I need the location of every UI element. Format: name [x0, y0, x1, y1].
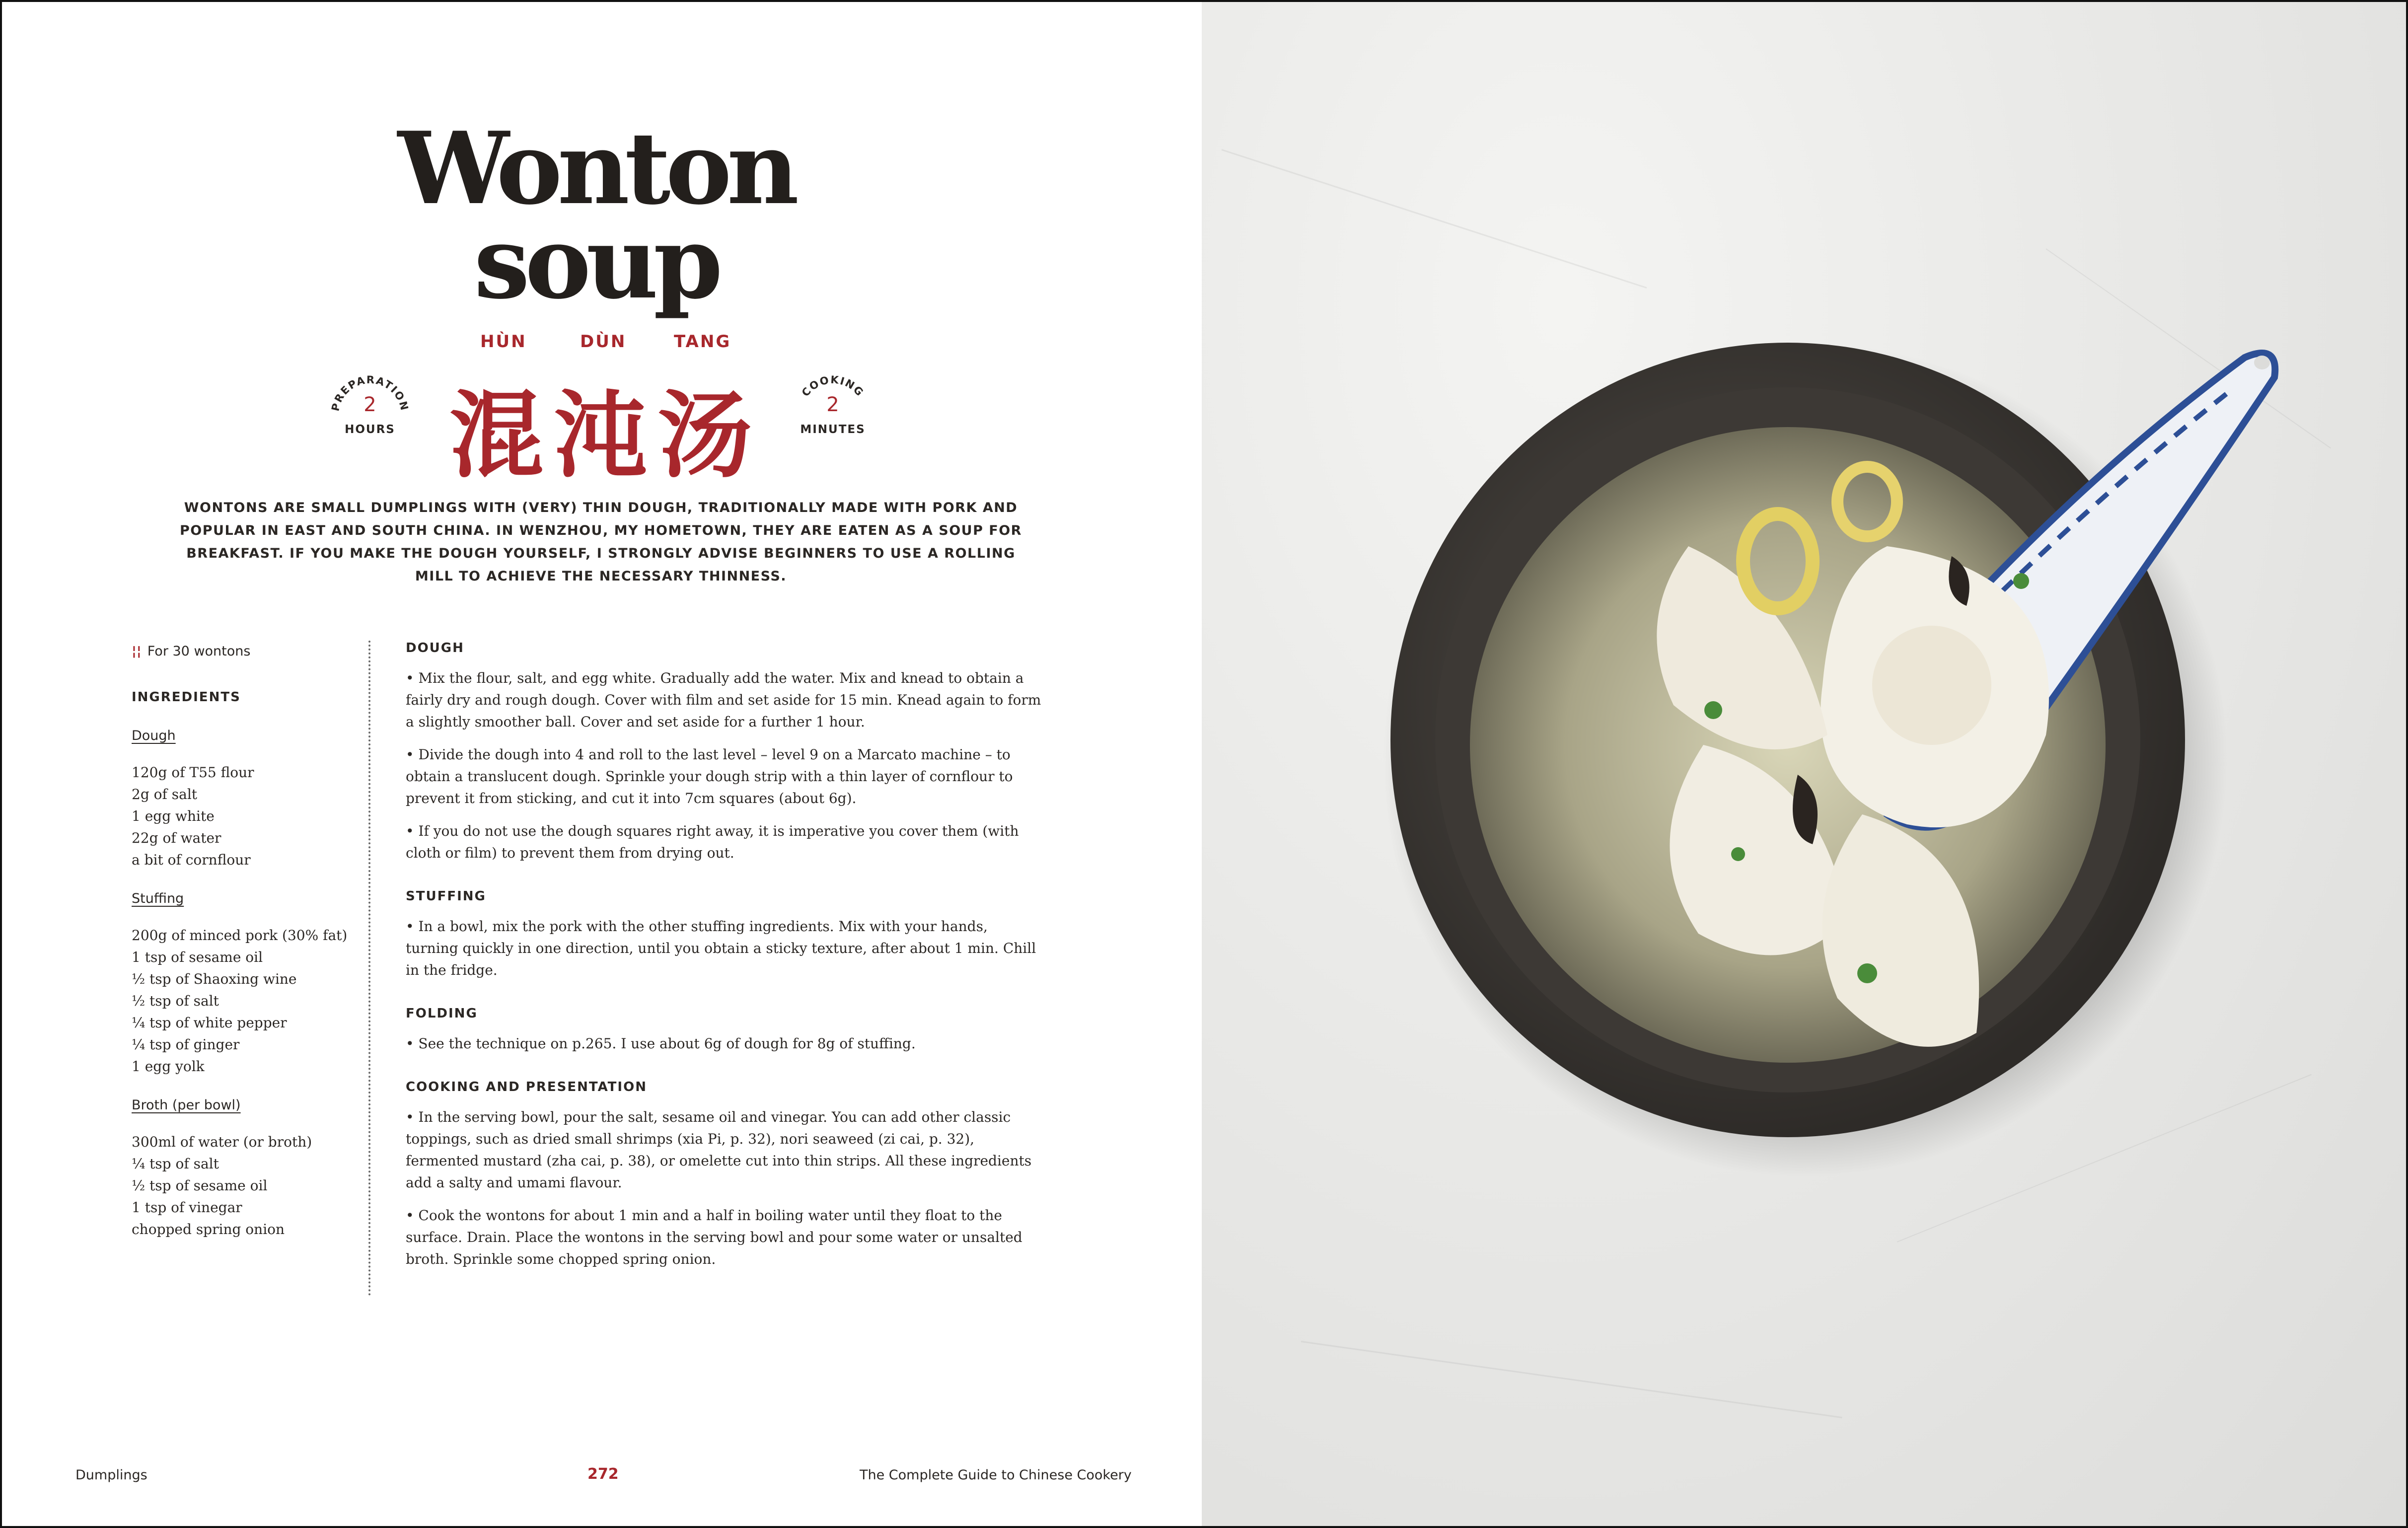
servings — [132, 641, 360, 662]
chinese-title: 混沌汤 — [449, 381, 763, 491]
food-photo — [1202, 0, 2408, 1528]
method-step: • Divide the dough into 4 and roll to the last level – level 9 on a Marcato machine – to obtain a translucent dough. Sprinkle your dough strip with a thin layer of cornflour to prevent it from sticking, and cut it into 7cm squares (about 6g). — [406, 746, 1013, 806]
cooking-unit: MINUTES — [800, 423, 866, 436]
method-step: • If you do not use the dough squares right away, it is imperative you cover them (with cloth or film) to prevent them from drying out. — [406, 823, 1019, 861]
ingredient-group-stuffing: Stuffing — [132, 891, 184, 906]
ingredient-item: ¼ tsp of white pepper — [132, 1015, 287, 1031]
ingredient-group-broth: Broth (per bowl) — [132, 1097, 241, 1113]
ingredient-item: 300ml of water (or broth) — [132, 1134, 312, 1150]
method-step: • Mix the flour, salt, and egg white. Gradually add the water. Mix and knead to obtain a fairly dry and rough dough. Cover with film and set aside for 15 min. Knead again to form a slightly smoother ball. Cover and set aside for a further 1 hour. — [406, 670, 1041, 730]
method-step: • In the serving bowl, pour the salt, sesame oil and vinegar. You can add other classic toppings, such as dried small shrimps (xia Pi, p. 32), nori seaweed (zi cai, p. 32), fermented mustard (zha cai, p. 38), or omelette cut into thin strips. All these ingredients add a salty and umami flavour. — [406, 1109, 1032, 1191]
ingredient-item: ¼ tsp of ginger — [132, 1036, 240, 1053]
preparation-value: 2 — [364, 393, 376, 416]
cooking-value: 2 — [826, 393, 839, 416]
ingredient-item: ½ tsp of Shaoxing wine — [132, 971, 297, 987]
page-number: 272 — [587, 1465, 619, 1483]
method-step: • In a bowl, mix the pork with the other stuffing ingredients. Mix with your hands, turning quickly in one direction, until you obtain a sticky texture, after about 1 min. Chill in the fridge. — [406, 918, 1036, 978]
ingredient-item: a bit of cornflour — [132, 852, 251, 868]
method-column — [406, 641, 1041, 1281]
method-step: • Cook the wontons for about 1 min and a half in boiling water until they float to the surface. Drain. Place the wontons in the serving bowl and pour some water or unsalted broth. Sprinkle some chopped spring onion. — [406, 1207, 1022, 1267]
pinyin-2: DÙN — [580, 332, 627, 352]
ingredient-item: 120g of T55 flour — [132, 764, 254, 781]
ingredient-item: ½ tsp of sesame oil — [132, 1177, 268, 1194]
utensils-icon: ¦¦ — [132, 644, 142, 659]
dough-heading: DOUGH — [406, 641, 464, 655]
preparation-unit: HOURS — [345, 423, 395, 436]
footer-book-title: The Complete Guide to Chinese Cookery — [860, 1467, 1132, 1483]
title-line-1: Wonton — [397, 110, 795, 227]
recipe-title — [348, 110, 844, 321]
ingredient-item: 2g of salt — [132, 786, 198, 802]
ingredient-group-dough: Dough — [132, 728, 176, 743]
svg-text:COOKING: COOKING — [799, 373, 867, 399]
ingredients-heading: INGREDIENTS — [132, 690, 241, 705]
ingredients-column — [132, 641, 360, 1240]
ingredient-item: 22g of water — [132, 830, 221, 846]
ingredient-item: chopped spring onion — [132, 1221, 285, 1237]
ingredient-item: 1 egg white — [132, 808, 215, 824]
ingredient-item: ½ tsp of salt — [132, 993, 219, 1009]
soup-bowl-illustration — [1202, 0, 2408, 1528]
method-step: • See the technique on p.265. I use about 6g of dough for 8g of stuffing. — [406, 1035, 916, 1052]
pinyin-1: HÙN — [480, 332, 527, 352]
ingredient-item: 200g of minced pork (30% fat) — [132, 927, 348, 944]
servings-label: For 30 wontons — [147, 644, 251, 659]
svg-text:PREPARATION: PREPARATION — [329, 373, 411, 413]
cooking-heading: COOKING AND PRESENTATION — [406, 1080, 647, 1094]
pinyin-3: TANG — [674, 332, 731, 352]
title-line-2: soup — [474, 205, 718, 321]
folding-heading: FOLDING — [406, 1006, 478, 1021]
ingredient-item: ¼ tsp of salt — [132, 1156, 219, 1172]
footer-section: Dumplings — [75, 1467, 147, 1483]
cooking-badge — [791, 367, 875, 452]
ingredient-item: 1 tsp of vinegar — [132, 1199, 242, 1216]
preparation-badge — [328, 367, 412, 452]
stuffing-heading: STUFFING — [406, 889, 486, 904]
recipe-intro: WONTONS ARE SMALL DUMPLINGS WITH (VERY) THIN DOUGH, TRADITIONALLY MADE WITH PORK AND POPULAR IN EAST AND SOUTH CHINA. IN WENZHOU, MY HOMETOWN, THEY ARE EATEN AS A SOUP FOR BREAKFAST. IF YOU MAKE THE DOUGH YOURSELF, I STRONGLY ADVISE BEGINNERS TO USE A ROLLING MILL TO ACHIEVE THE NECESSARY THINNESS. — [180, 500, 1022, 584]
ingredient-item: 1 egg yolk — [132, 1058, 205, 1075]
ingredient-item: 1 tsp of sesame oil — [132, 949, 263, 965]
recipe-page — [0, 0, 1202, 1528]
column-divider — [368, 641, 370, 1296]
